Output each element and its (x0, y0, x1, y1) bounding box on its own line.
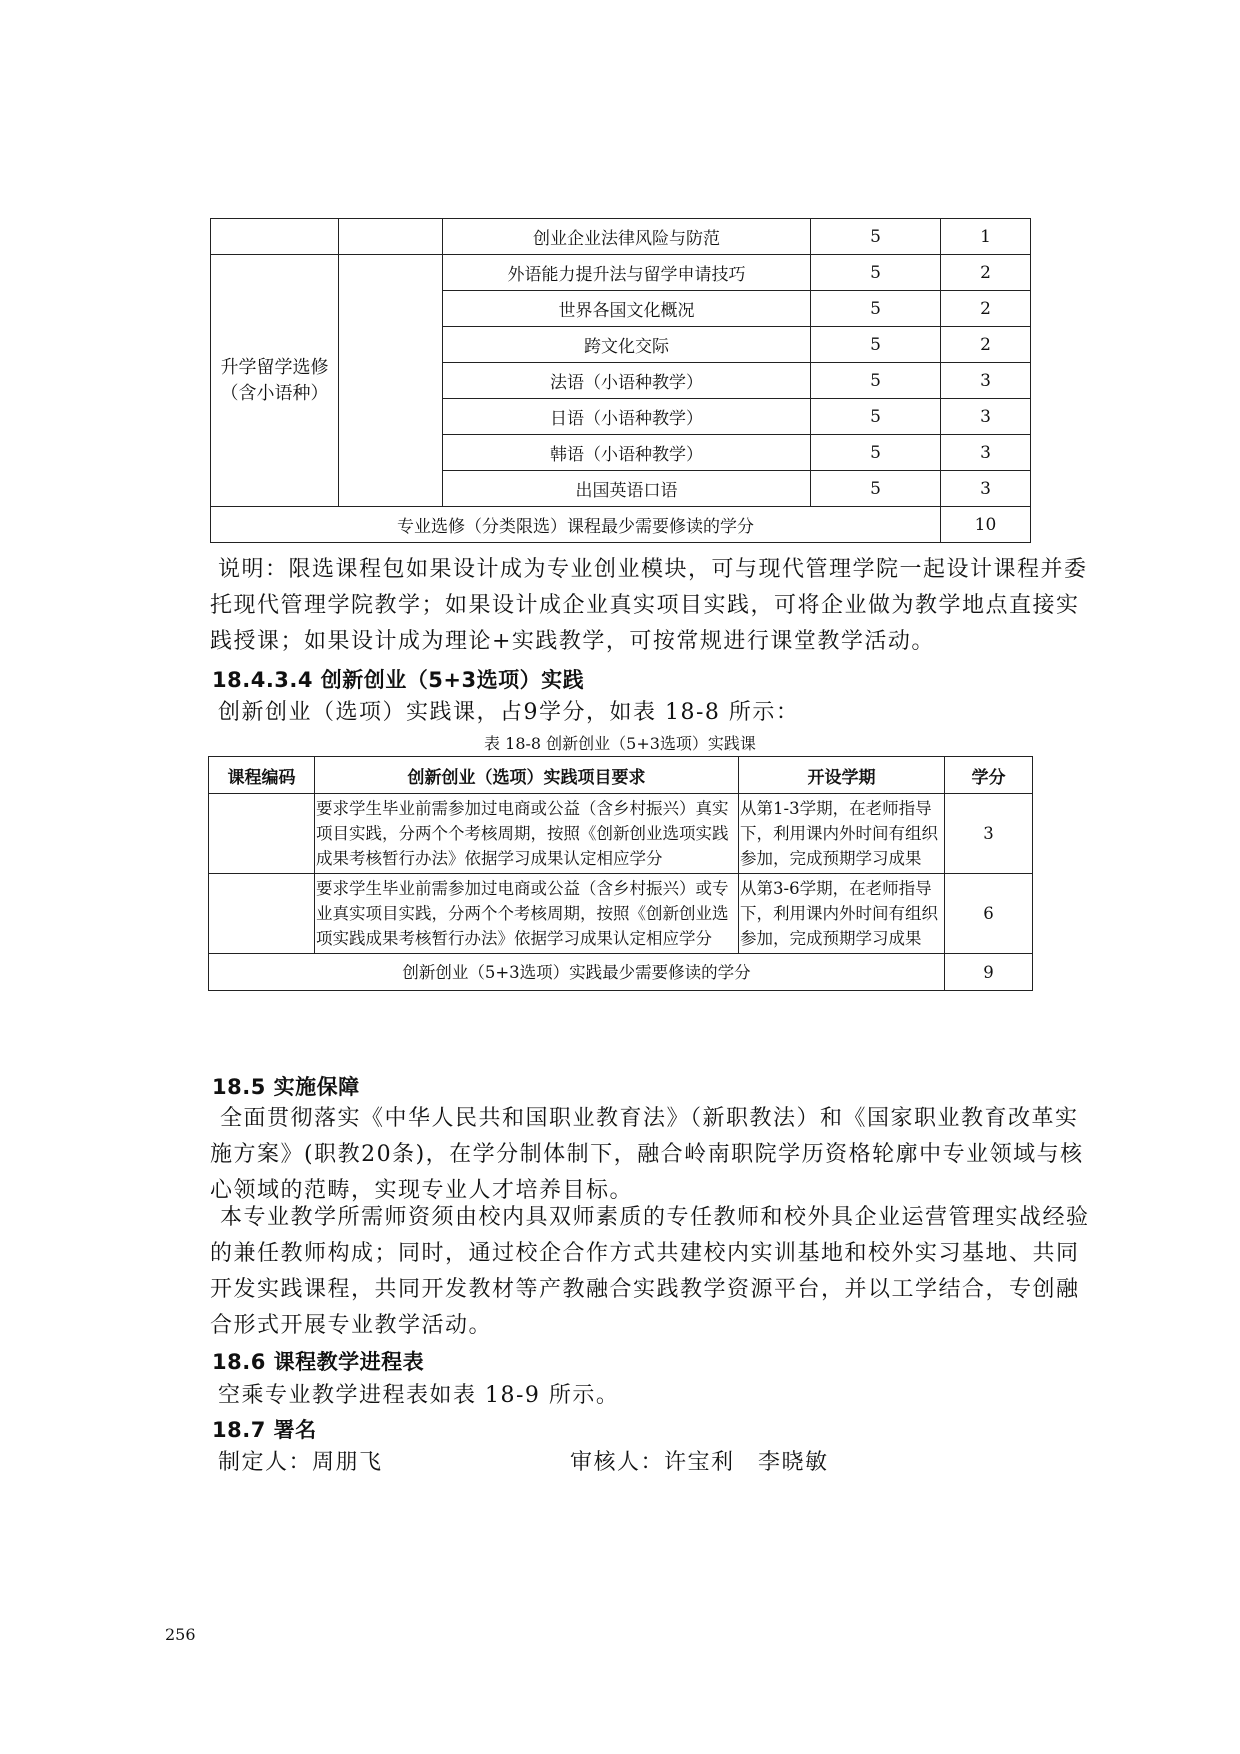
course-semester: 5 (811, 219, 941, 255)
course-semester: 5 (811, 255, 941, 291)
course-semester: 5 (811, 399, 941, 435)
course-name: 跨文化交际 (443, 327, 811, 363)
course-name: 日语（小语种教学） (443, 399, 811, 435)
section-heading: 18.6 课程教学进程表 (212, 1350, 425, 1374)
section-heading: 18.4.3.4 创新创业（5+3选项）实践 (212, 668, 585, 692)
course-name: 法语（小语种教学） (443, 363, 811, 399)
total-label: 专业选修（分类限选）课程最少需要修读的学分 (211, 507, 941, 543)
section-intro: 创新创业（选项）实践课，占9学分，如表 18-8 所示： (218, 700, 800, 725)
practice-requirement: 要求学生毕业前需参加过电商或公益（含乡村振兴）真实项目实践，分两个个考核周期，按照《创新创业选项实践成果考核暂行办法》依据学习成果认定相应学分 (315, 794, 739, 874)
course-name: 创业企业法律风险与防范 (443, 219, 811, 255)
course-name: 出国英语口语 (443, 471, 811, 507)
course-credit: 2 (941, 255, 1031, 291)
course-credit: 3 (941, 435, 1031, 471)
table-total-row (209, 954, 1033, 991)
course-credit: 2 (941, 327, 1031, 363)
table-row (211, 219, 1031, 255)
total-label: 创新创业（5+3选项）实践最少需要修读的学分 (209, 954, 945, 991)
body-paragraph: 空乘专业教学进程表如表 18-9 所示。 (218, 1383, 620, 1408)
practice-semester: 从第3-6学期，在老师指导下，利用课内外时间有组织参加，完成预期学习成果 (739, 874, 945, 954)
course-semester: 5 (811, 435, 941, 471)
course-credit: 3 (941, 471, 1031, 507)
total-value: 9 (945, 954, 1033, 991)
section-heading: 18.5 实施保障 (212, 1075, 360, 1099)
course-credit: 3 (941, 399, 1031, 435)
table-header-row (209, 757, 1033, 794)
course-code (209, 794, 315, 874)
col-header-code: 课程编码 (209, 757, 315, 794)
elective-course-table (210, 218, 1031, 543)
table-row (211, 255, 1031, 291)
course-name: 韩语（小语种教学） (443, 435, 811, 471)
note-paragraph: 说明：限选课程包如果设计成为专业创业模块，可与现代管理学院一起设计课程并委托现代管理学院教学；如果设计成企业真实项目实践，可将企业做为教学地点直接实践授课；如果设计成为理论+实践教学，可按常规进行课堂教学活动。 (210, 557, 1088, 654)
table-total-row (211, 507, 1031, 543)
practice-semester: 从第1-3学期，在老师指导下，利用课内外时间有组织参加，完成预期学习成果 (739, 794, 945, 874)
col-header-semester: 开设学期 (739, 757, 945, 794)
course-name: 世界各国文化概况 (443, 291, 811, 327)
practice-credit: 3 (945, 794, 1033, 874)
col-header-requirement: 创新创业（选项）实践项目要求 (315, 757, 739, 794)
category-cell: 升学留学选修（含小语种） (211, 255, 339, 507)
practice-credit: 6 (945, 874, 1033, 954)
practice-requirement: 要求学生毕业前需参加过电商或公益（含乡村振兴）或专业真实项目实践，分两个个考核周期，按照《创新创业选项实践成果考核暂行办法》依据学习成果认定相应学分 (315, 874, 739, 954)
course-name: 外语能力提升法与留学申请技巧 (443, 255, 811, 291)
body-paragraph: 本专业教学所需师资须由校内具双师素质的专任教师和校外具企业运营管理实战经验的兼任教师构成；同时，通过校企合作方式共建校内实训基地和校外实习基地、共同开发实践课程，共同开发教材等产教融合实践教学资源平台，并以工学结合，专创融合形式开展专业教学活动。 (210, 1205, 1090, 1338)
reviewer-signature: 审核人：许宝利 李晓敏 (570, 1450, 829, 1475)
innovation-practice-table (208, 756, 1033, 991)
maker-signature: 制定人：周朋飞 (218, 1450, 383, 1475)
course-semester: 5 (811, 327, 941, 363)
table-caption: 表 18-8 创新创业（5+3选项）实践课 (484, 734, 756, 753)
course-semester: 5 (811, 363, 941, 399)
course-credit: 1 (941, 219, 1031, 255)
body-paragraph: 全面贯彻落实《中华人民共和国职业教育法》（新职教法）和《国家职业教育改革实施方案》(职教20条)，在学分制体制下，融合岭南职院学历资格轮廓中专业领域与核心领域的范畴，实现专业人才培养目标。 (210, 1106, 1084, 1203)
course-semester: 5 (811, 471, 941, 507)
section-heading: 18.7 署名 (212, 1418, 317, 1442)
course-credit: 3 (941, 363, 1031, 399)
course-semester: 5 (811, 291, 941, 327)
table-row (209, 874, 1033, 954)
total-value: 10 (941, 507, 1031, 543)
col-header-credit: 学分 (945, 757, 1033, 794)
table-row (209, 794, 1033, 874)
page-number: 256 (165, 1625, 196, 1644)
course-code (209, 874, 315, 954)
course-credit: 2 (941, 291, 1031, 327)
